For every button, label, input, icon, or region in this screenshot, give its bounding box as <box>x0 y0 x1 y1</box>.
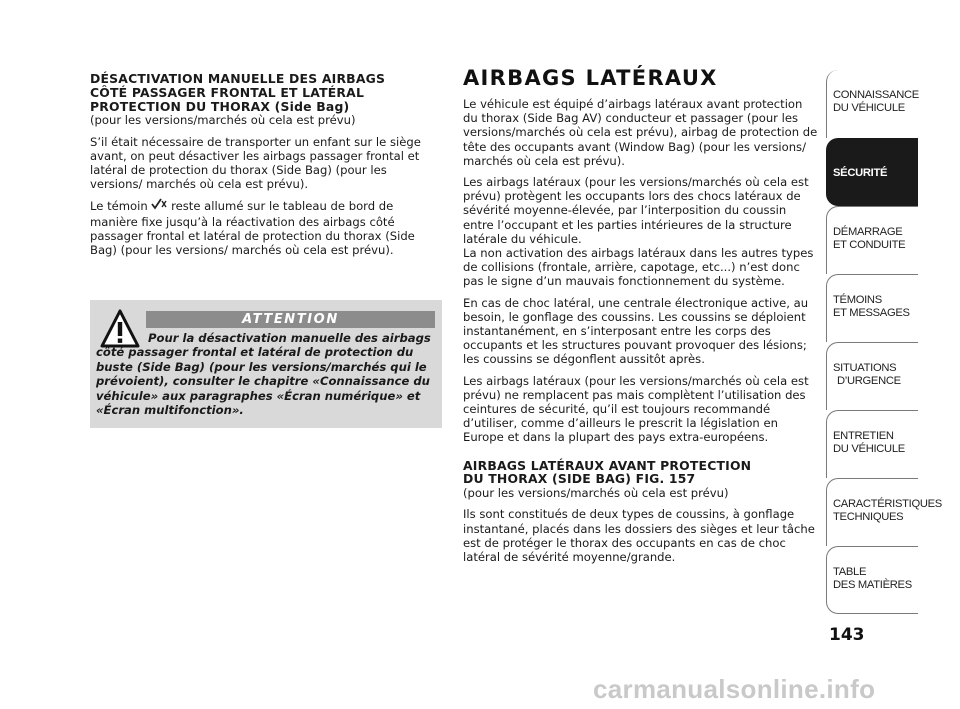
heading-line: PROTECTION DU THORAX (Side Bag) <box>90 98 350 114</box>
tab-temoins[interactable] <box>826 274 918 342</box>
paragraph-seat-belts: Les airbags latéraux (pour les versions/marchés où cela est prévu) ne remplacent pas mais complètent l’utilisation des ceintures de sécurité, qu’il est toujours recommandé d’utiliser, comme d’ailleurs le prescrit la législation en Europe et dans la plupart des pays extra-européens. <box>463 373 809 445</box>
heading-line: CÔTÉ PASSAGER FRONTAL ET LATÉRAL <box>90 84 365 100</box>
tab-label: SÉCURITÉ <box>833 167 888 179</box>
tab-label: DÉMARRAGE <box>833 226 903 238</box>
tab-label: ET MESSAGES <box>833 306 910 319</box>
attention-label: ATTENTION <box>146 311 435 328</box>
right-column <box>463 97 818 571</box>
tab-situations[interactable] <box>826 342 918 410</box>
watermark: carmanualsonline.info <box>593 674 876 704</box>
tab-entretien[interactable] <box>826 410 918 478</box>
tab-label: TABLE <box>833 566 867 578</box>
paragraph-equipment: Le véhicule est équipé d’airbags latéraux avant protection du thorax (Side Bag AV) conducteur et passager (pour les versions/marchés où cela est prévu), airbag de protection de tête des occupants avant (Window Bag) (pour les versions/ marchés où cela est prévu). <box>463 97 818 168</box>
tab-label: D’URGENCE <box>837 374 901 387</box>
paragraph-side-impact: En cas de choc latéral, une centrale électronique active, au besoin, le gonflage des coussins. Les coussins se déploient instantanément, en s’interposant entre les corps des occupants et les structures pouvant provoquer des lésions; les coussins se dégonflent aussitôt après. <box>463 295 809 367</box>
tab-demarrage[interactable] <box>826 206 918 274</box>
section-heading-manual-deactivation <box>90 72 440 113</box>
availability-note: (pour les versions/marchés où cela est prévu) <box>90 113 356 128</box>
tab-connaissance[interactable] <box>826 70 918 138</box>
tab-label: DU VÉHICULE <box>833 101 905 114</box>
tab-label: SITUATIONS <box>833 362 897 374</box>
tab-label: DES MATIÈRES <box>833 578 912 591</box>
heading-line: DÉSACTIVATION MANUELLE DES AIRBAGS <box>90 71 386 86</box>
airbag-off-icon <box>151 198 167 214</box>
paragraph-indicator <box>90 198 440 257</box>
text-fragment: Le témoin <box>90 199 152 214</box>
tab-label: CARACTÉRISTIQUES <box>833 498 942 510</box>
left-column <box>90 72 440 264</box>
attention-text <box>96 331 436 417</box>
tab-securite[interactable] <box>826 138 918 206</box>
text-fragment: Les airbags latéraux (pour les versions/marchés où cela est prévu) protègent les occupants lors des chocs latéraux de sévérité moyenne-élevée, par l’interposition du coussin entre l’occupant et les parties intérieures de la structure latérale du véhicule. <box>463 175 809 246</box>
text-fragment: La non activation des airbags latéraux dans les autres types de collisions (frontale, arrière, capotage, etc...) n’est donc pas le signe d’un mauvais fonctionnement du système. <box>463 246 814 289</box>
section-heading-front-side-bags <box>463 459 818 487</box>
heading-line: AIRBAGS LATÉRAUX AVANT PROTECTION <box>463 457 752 473</box>
paragraph-child-seat: S’il était nécessaire de transporter un enfant sur le siège avant, on peut désactiver les airbags passager frontal et latéral de protection du thorax (Side Bag) (pour les versions/ marchés où cela est prévu). <box>90 134 421 192</box>
attention-box <box>90 300 442 428</box>
paragraph-composition: Ils sont constitués de deux types de coussins, à gonflage instantané, placés dans les dossiers des sièges et leur tâche est de protéger le thorax des occupants en cas de choc latéral de sévérité moyenne/grande. <box>463 507 815 565</box>
tab-label: ENTRETIEN <box>833 430 894 442</box>
tab-label: DU VÉHICULE <box>833 442 905 455</box>
attention-text-content: Pour la désactivation manuelle des airbags côté passager frontal et latéral de protection du buste (Side Bag) (pour les versions/marchés qui le prévoient), consulter le chapitre «Connaissance du véhicule» aux paragraphes «Écran numérique» et «Écran multifonction». <box>96 331 431 418</box>
page-title: AIRBAGS LATÉRAUX <box>463 66 718 90</box>
text-fragment: reste allumé sur le tableau de bord de manière fixe jusqu’à la réactivation des airbags côté passager frontal et latéral de protection du thorax (Side Bag) (pour les versions/ marchés où cela est prévu). <box>90 199 415 258</box>
chapter-sidebar <box>826 70 942 614</box>
tab-label: ET CONDUITE <box>833 238 906 251</box>
tab-table-des-matieres[interactable] <box>826 546 918 614</box>
availability-note: (pour les versions/marchés où cela est prévu) <box>463 486 729 501</box>
tab-caracteristiques[interactable] <box>826 478 942 546</box>
paragraph-protection <box>463 175 818 289</box>
tab-label: CONNAISSANCE <box>833 89 919 101</box>
page-number: 143 <box>829 625 865 645</box>
tab-label: TÉMOINS <box>833 294 882 306</box>
heading-line: DU THORAX (SIDE BAG) FIG. 157 <box>463 471 696 487</box>
tab-label: TECHNIQUES <box>833 510 904 523</box>
